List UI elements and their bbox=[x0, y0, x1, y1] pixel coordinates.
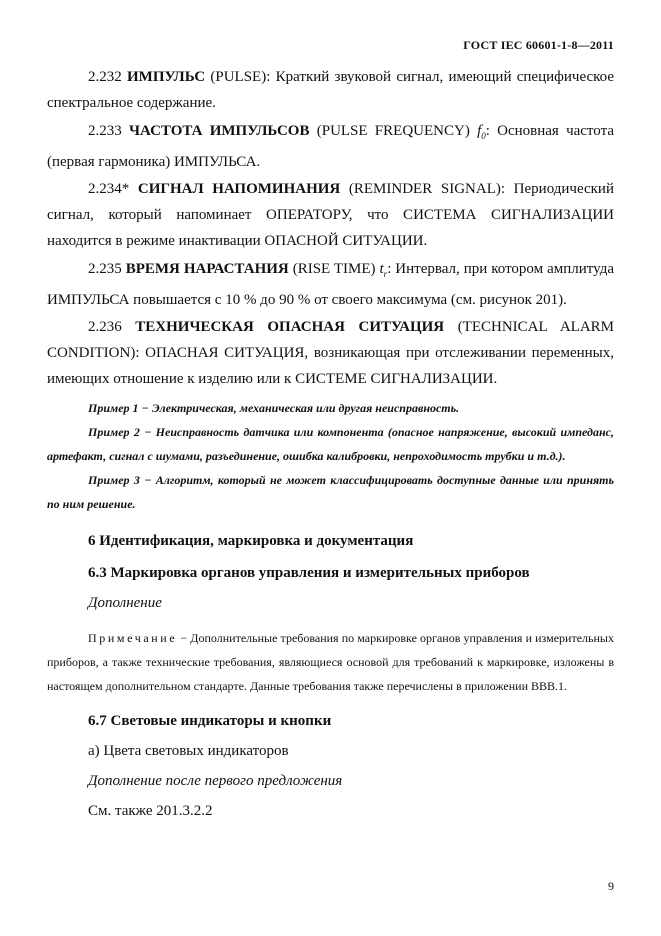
definition-number: 2.235 bbox=[88, 260, 122, 277]
definition-symbol-subscript: r bbox=[383, 268, 388, 279]
note-text: − Дополнительные требования по маркировке органов управления и измерительных приборов, а также технические требования, являющиеся основой для требований к маркировке, изложены в настоящем дополнительном стандарте. Данные требования также перечислены в приложении ВВВ.1. bbox=[47, 631, 614, 693]
definition-term: ИМПУЛЬС bbox=[127, 69, 206, 85]
definition-2-236 bbox=[47, 314, 614, 392]
example-2: Пример 2 − Неисправность датчика или компонента (опасное напряжение, высокий импеданс, артефакт, сигнал с шумами, разъединение, ошибка калибровки, непроходимость трубки и т.д.). bbox=[47, 425, 614, 463]
definition-term: ВРЕМЯ НАРАСТАНИЯ bbox=[125, 260, 289, 277]
example-1: Пример 1 − Электрическая, механическая или другая неисправность. bbox=[88, 401, 460, 415]
definition-term: СИГНАЛ НАПОМИНАНИЯ bbox=[137, 181, 341, 197]
section-6-3-supplement: Дополнение bbox=[88, 595, 162, 611]
definition-text: : Интервал, при котором амплитуда ИМПУЛЬСА повышается с 10 % до 90 % от своего максимума (см. рисунок 201). bbox=[47, 260, 614, 308]
section-6-7-heading: 6.7 Световые индикаторы и кнопки bbox=[88, 713, 332, 729]
definition-text: (PULSE): Краткий звуковой сигнал, имеющий специфическое спектральное содержание. bbox=[47, 69, 614, 111]
section-6-7-see-also: См. также 201.3.2.2 bbox=[88, 803, 213, 819]
definition-text: : Основная частота (первая гармоника) ИМПУЛЬСА. bbox=[47, 122, 614, 170]
definition-symbol-subscript: 0 bbox=[481, 130, 486, 141]
definition-number: 2.232 bbox=[88, 69, 122, 85]
definition-2-235 bbox=[47, 256, 614, 313]
document-header: ГОСТ IEC 60601-1-8—2011 bbox=[463, 38, 614, 52]
definition-symbol: t bbox=[379, 260, 384, 277]
definition-symbol: f bbox=[477, 122, 482, 139]
definition-text: (TECHNICAL ALARM CONDITION): ОПАСНАЯ СИТУАЦИЯ, возникающая при отслеживании переменных, имеющих отношение к изделию или к СИСТЕМЕ СИГНАЛИЗАЦИИ. bbox=[47, 319, 614, 387]
definition-number: 2.234* bbox=[88, 181, 130, 197]
example-3: Пример 3 − Алгоритм, который не может классифицировать доступные данные или принять по ним решение. bbox=[47, 473, 614, 511]
definition-number: 2.236 bbox=[88, 319, 122, 335]
definition-text: (PULSE FREQUENCY) bbox=[309, 122, 478, 139]
section-6-7-supplement: Дополнение после первого предложения bbox=[88, 773, 343, 789]
page-number: 9 bbox=[608, 879, 614, 893]
note-label: Примечание bbox=[88, 631, 178, 645]
section-6-heading: 6 Идентификация, маркировка и документация bbox=[88, 533, 414, 549]
definition-2-234 bbox=[47, 176, 614, 254]
section-6-7-item-a: a) Цвета световых индикаторов bbox=[88, 743, 289, 759]
definition-term: ТЕХНИЧЕСКАЯ ОПАСНАЯ СИТУАЦИЯ bbox=[135, 319, 445, 335]
section-6-3-note bbox=[47, 626, 614, 698]
definition-term: ЧАСТОТА ИМПУЛЬСОВ bbox=[129, 122, 310, 139]
definition-2-232 bbox=[47, 64, 614, 116]
section-6-3-heading: 6.3 Маркировка органов управления и измерительных приборов bbox=[88, 565, 530, 581]
document-body bbox=[47, 64, 614, 820]
definition-number: 2.233 bbox=[88, 122, 122, 139]
definition-text: (REMINDER SIGNAL): Периодический сигнал, который напоминает ОПЕРАТОРУ, что СИСТЕМА СИГНАЛИЗАЦИИ находится в режиме инактивации ОПАСНОЙ СИТУАЦИИ. bbox=[47, 181, 614, 249]
definition-2-233 bbox=[47, 118, 614, 175]
definition-text: (RISE TIME) bbox=[288, 260, 380, 277]
